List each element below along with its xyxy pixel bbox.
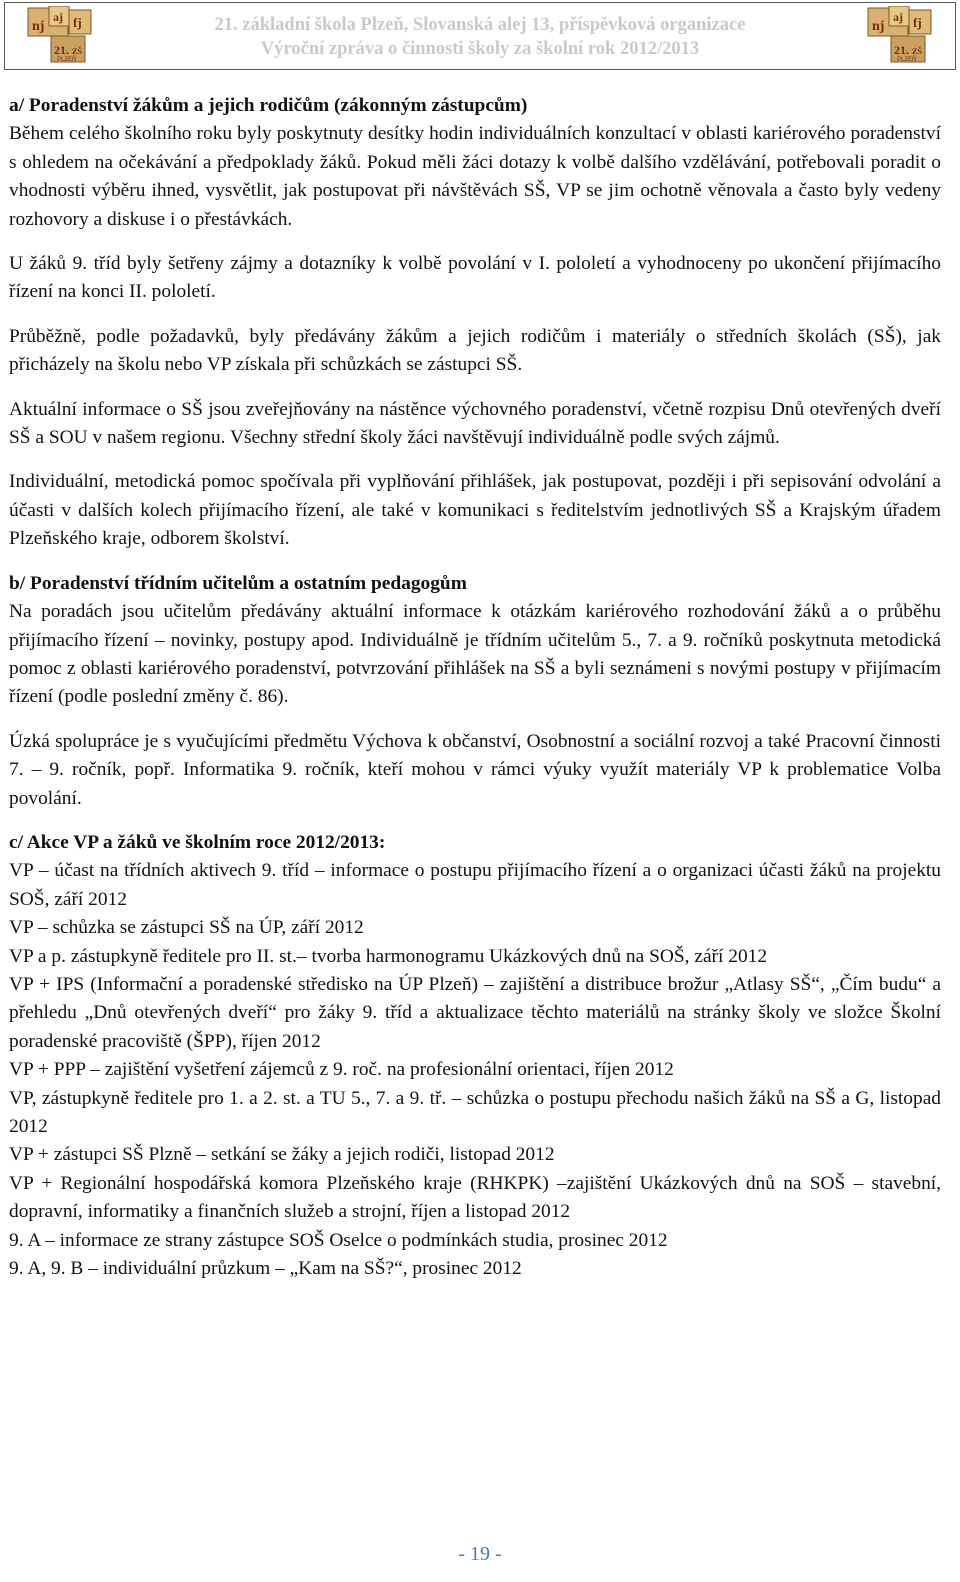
list-item: VP + Regionální hospodářská komora Plzeňského kraje (RHKPK) –zajištění Ukázkových dnů na SOŠ – stavební, dopravní, informatiky a finančních služeb a strojní, říjen a listopad 2012: [9, 1172, 941, 1223]
section-a-heading: a/ Poradenství žákům a jejich rodičům (zákonným zástupcům): [9, 95, 528, 116]
section-a-paragraph: Individuální, metodická pomoc spočívala při vyplňování přihlášek, jak postupovat, později i při sepisování odvolání a účasti v dalších kolech přijímacího řízení, ale také v komunikaci s ředitelstvím jednotlivých SŠ a Krajským úřadem Plzeňského kraje, odborem školství.: [9, 471, 941, 550]
svg-text:ZŠ: ZŠ: [72, 47, 82, 56]
report-title: Výroční zpráva o činnosti školy za školní rok 2012/2013: [260, 39, 700, 59]
list-item: VP – schůzka se zástupci SŠ na ÚP, září 2012: [9, 917, 364, 939]
section-b-heading: b/ Poradenství třídním učitelům a ostatním pedagogům: [9, 572, 467, 594]
svg-text:ZŠ: ZŠ: [912, 47, 922, 56]
page-number: - 19 -: [458, 1543, 502, 1565]
section-a-paragraph: Během celého školního roku byly poskytnuty desítky hodin individuálních konzultací v oblasti kariérového poradenství s ohledem na očekávání a předpoklady žáků. Pokud měli žáci dotazy k volbě dalšího vzdělávání, potřebovali poradit o vhodnosti výběru ihned, vysvětlit, jak postupovat při návštěvách SŠ, VP se jim ochotně věnovala a často byly vedeny rozhovory a diskuse i o přestávkách.: [9, 123, 941, 230]
list-item: VP, zástupkyně ředitele pro 1. a 2. st. a TU 5., 7. a 9. tř. – schůzka o postupu přechodu našich žáků na SŠ a G, listopad 2012: [9, 1087, 941, 1137]
list-item: 9. A – informace ze strany zástupce SOŠ Oselce o podmínkách studia, prosinec 2012: [9, 1229, 668, 1251]
svg-text:aj: aj: [893, 10, 903, 24]
svg-text:PLZEŇ: PLZEŇ: [897, 57, 917, 63]
school-name: 21. základní škola Plzeň, Slovanská alej 13, příspěvková organizace: [214, 15, 746, 35]
page-header: [4, 2, 956, 70]
svg-text:fj: fj: [73, 15, 82, 30]
section-a-paragraph: Aktuální informace o SŠ jsou zveřejňovány na nástěnce výchovného poradenství, včetně rozpisu Dnů otevřených dveří SŠ a SOU v našem regionu. Všechny střední školy žáci navštěvují individuálně podle svých zájmů.: [9, 398, 941, 449]
list-item: 9. A, 9. B – individuální průzkum – „Kam na SŠ?“, prosinec 2012: [9, 1258, 522, 1280]
svg-text:21.: 21.: [894, 43, 909, 57]
document-body: [9, 92, 941, 1283]
section-a-paragraph: Průběžně, podle požadavků, byly předávány žákům a jejich rodičům i materiály o středních školách (SŠ), jak přicházely na školu nebo VP získala při schůzkách se zástupci SŠ.: [9, 325, 941, 376]
section-b-paragraph: Úzká spolupráce je s vyučujícími předmětu Výchova k občanství, Osobnostní a sociální rozvoj a také Pracovní činnosti 7. – 9. ročník, popř. Informatika 9. ročník, kteří mohou v rámci výuky využít materiály VP k problematice Volba povolání.: [9, 730, 941, 809]
list-item: VP + IPS (Informační a poradenské středisko na ÚP Plzeň) – zajištění a distribuce brožur „Atlasy SŠ“, „Čím budu“ a přehledu „Dnů otevřených dveří“ pro žáky 9. tříd a aktualizace těchto materiálů na stránky školy ve složce Školní poradenské pracoviště (ŠPP), říjen 2012: [9, 973, 941, 1052]
section-c-heading: c/ Akce VP a žáků ve školním roce 2012/2013:: [9, 831, 386, 853]
school-logo-icon: [867, 6, 933, 66]
list-item: VP + PPP – zajištění vyšetření zájemců z 9. roč. na profesionální orientaci, říjen 2012: [9, 1059, 674, 1081]
list-item: VP – účast na třídních aktivech 9. tříd – informace o postupu přijímacího řízení a o organizaci účasti žáků na projektu SOŠ, září 2012: [9, 860, 941, 910]
svg-text:nj: nj: [872, 19, 885, 34]
list-item: VP + zástupci SŠ Plzně – setkání se žáky a jejich rodiči, listopad 2012: [9, 1144, 555, 1166]
svg-text:PLZEŇ: PLZEŇ: [57, 57, 77, 63]
svg-text:21.: 21.: [54, 43, 69, 57]
svg-text:nj: nj: [32, 19, 45, 34]
svg-text:aj: aj: [53, 10, 63, 24]
section-a-paragraph: U žáků 9. tříd byly šetřeny zájmy a dotazníky k volbě povolání v I. pololetí a vyhodnoceny po ukončení přijímacího řízení na konci II. pololetí.: [9, 253, 941, 303]
school-logo-icon: [27, 6, 93, 66]
section-b-paragraph: Na poradách jsou učitelům předávány aktuální informace k otázkám kariérového rozhodování žáků a o průběhu přijímacího řízení – novinky, postupy apod. Individuálně je třídním učitelům 5., 7. a 9. ročníků poskytnuta metodická pomoc z oblasti kariérového poradenství, potvrzování přihlášek na SŠ a byli seznámeni s novými postupy v přijímacím řízení (podle poslední změny č. 86).: [9, 601, 941, 708]
header-text: [125, 13, 835, 61]
list-item: VP a p. zástupkyně ředitele pro II. st.– tvorba harmonogramu Ukázkových dnů na SOŠ, září 2012: [9, 945, 768, 967]
svg-text:fj: fj: [913, 15, 922, 30]
